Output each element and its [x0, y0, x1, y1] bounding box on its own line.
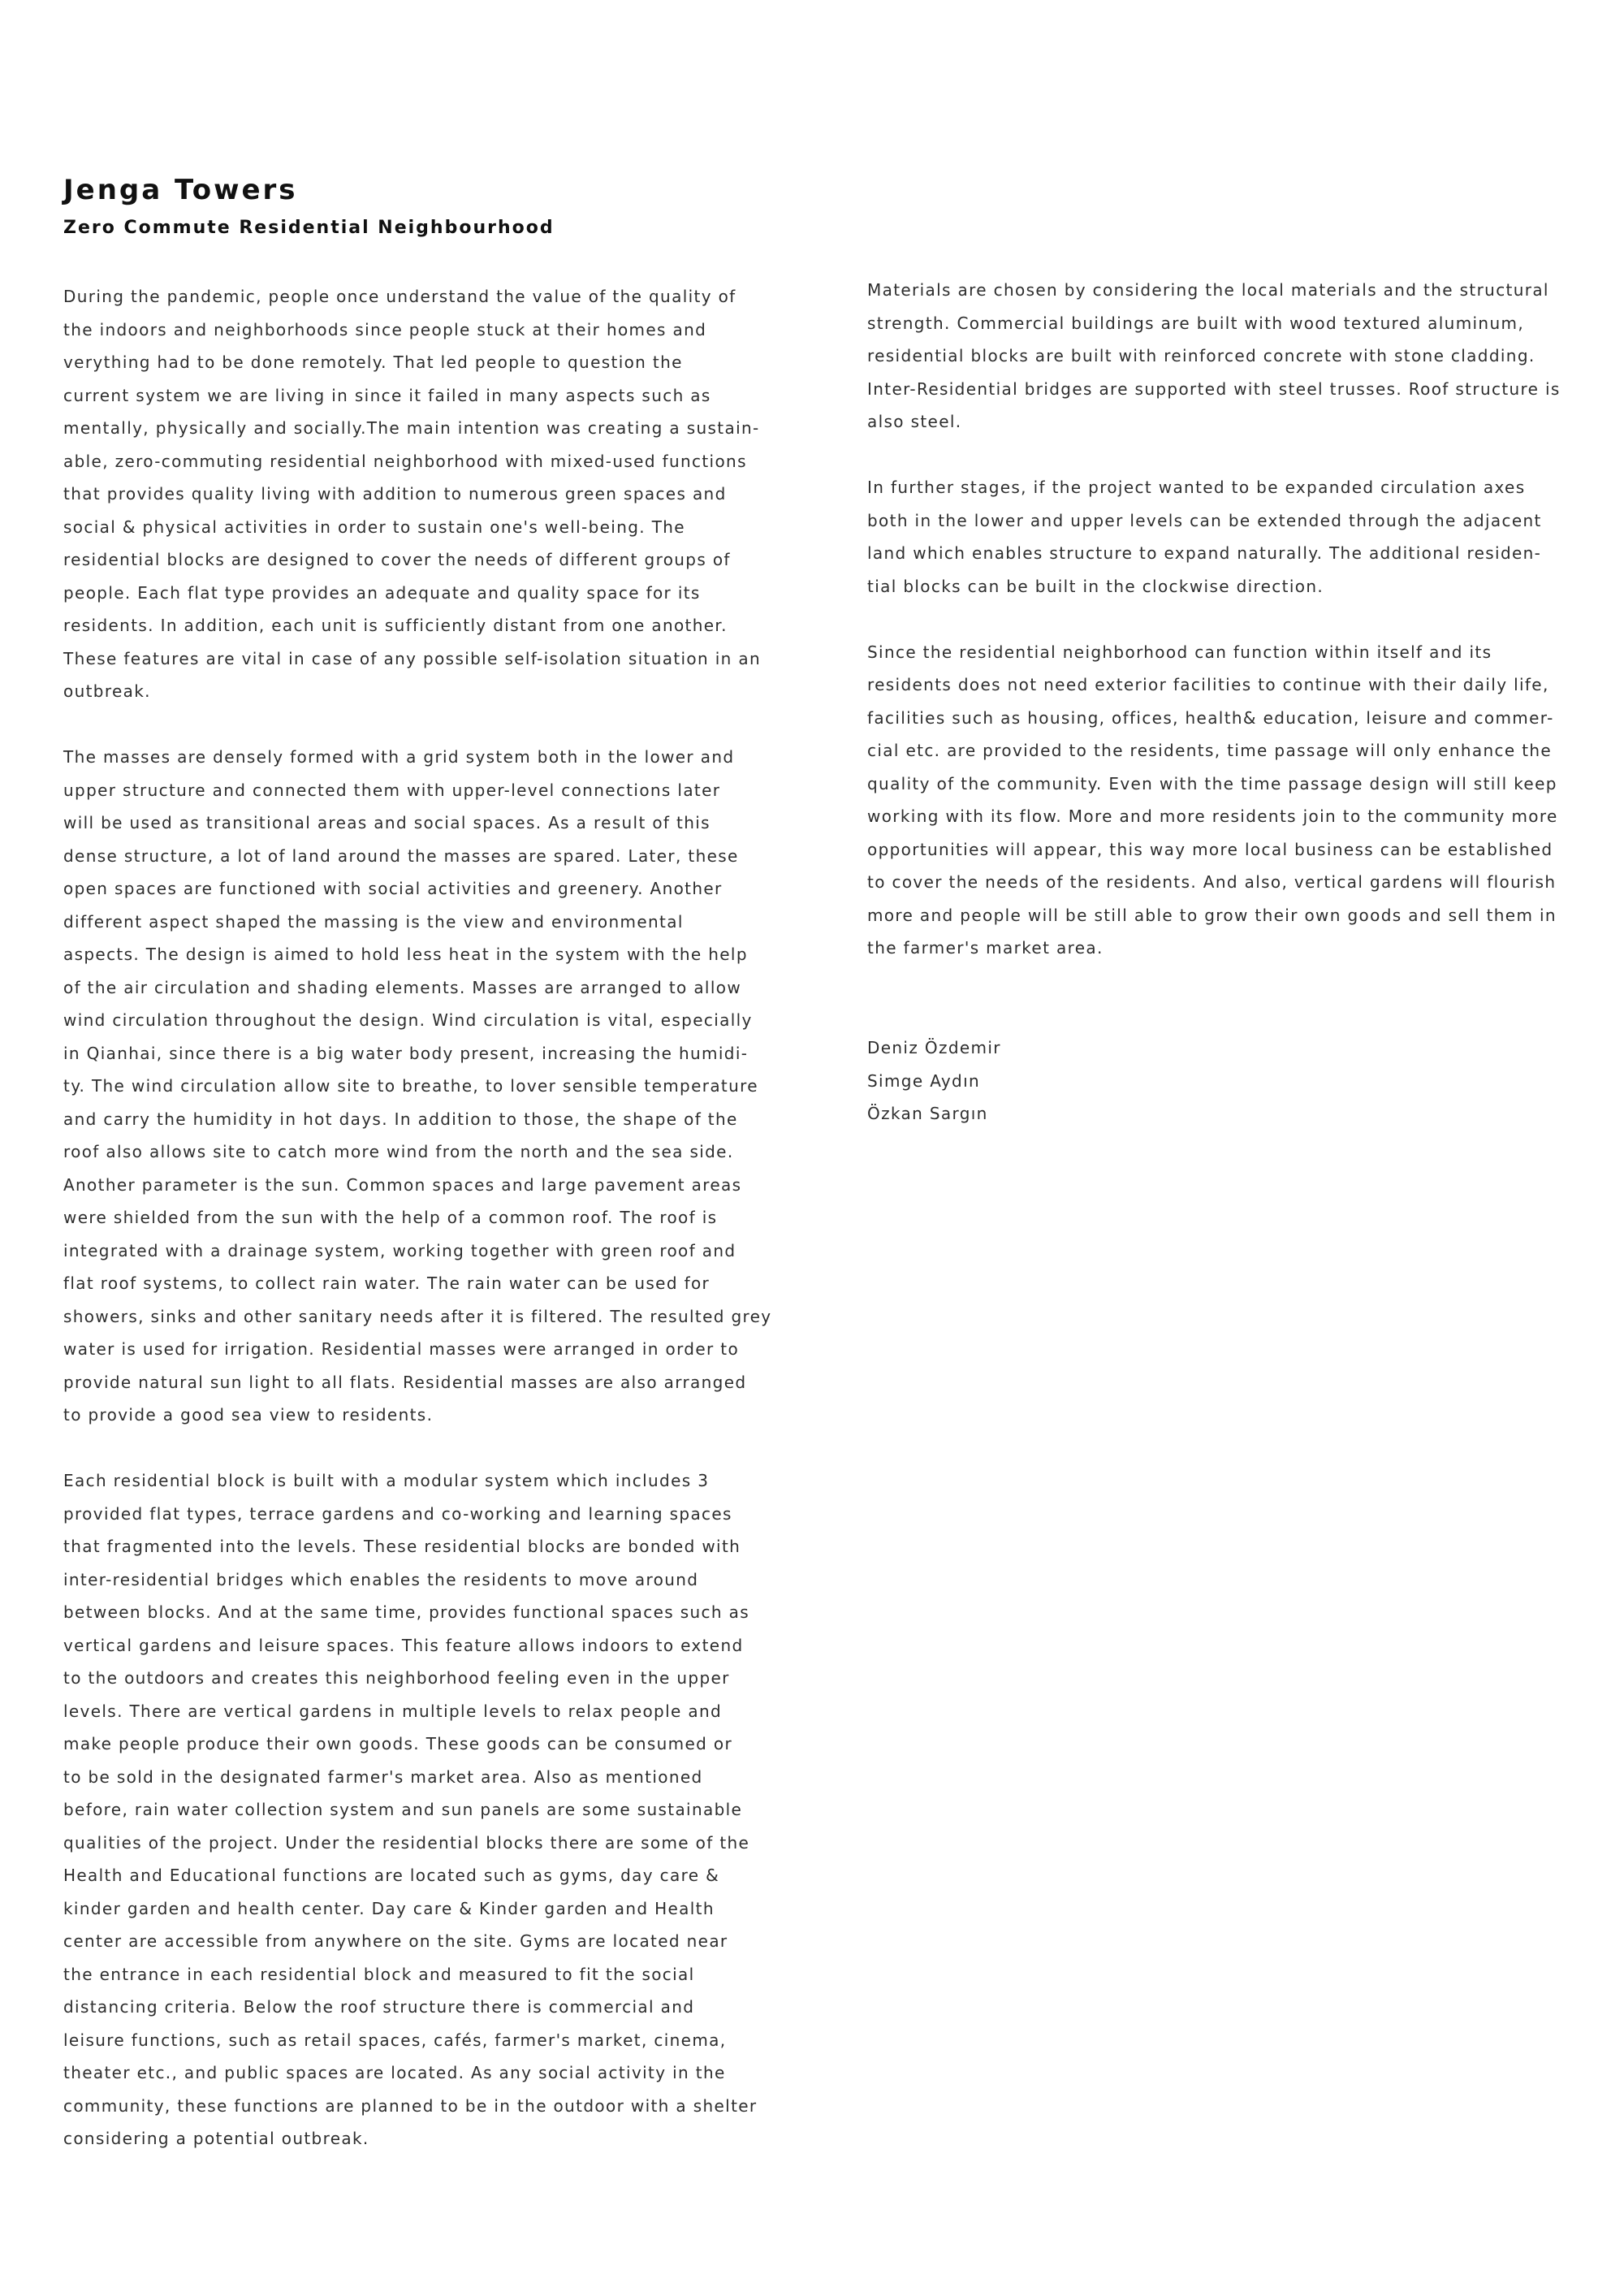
text-line: ty. The wind circulation allow site to breathe, to lover sensible temperature [63, 1076, 758, 1096]
text-line: land which enables structure to expand naturally. The additional residen- [867, 543, 1542, 563]
text-line: before, rain water collection system and sun panels are some sustainable [63, 1800, 743, 1819]
text-line: qualities of the project. Under the residential blocks there are some of the [63, 1832, 750, 1853]
text-line: verything had to be done remotely. That led people to question the [63, 352, 683, 372]
text-line: also steel. [867, 412, 962, 431]
text-line: residential blocks are designed to cover the needs of different groups of [63, 550, 731, 569]
text-line: Inter-Residential bridges are supported with steel trusses. Roof structure is [867, 378, 1561, 399]
text-line: These features are vital in case of any possible self-isolation situation in an [63, 648, 762, 668]
body-paragraph [63, 280, 771, 708]
text-line: integrated with a drainage system, working together with green roof and [63, 1240, 736, 1260]
text-line: mentally, physically and socially.The main intention was creating a sustain- [63, 418, 760, 438]
text-line: between blocks. And at the same time, provides functional spaces such as [63, 1602, 750, 1622]
text-line: social & physical activities in order to sustain one's well-being. The [63, 517, 685, 537]
text-line: open spaces are functioned with social activities and greenery. Another [63, 879, 723, 898]
text-line: flat roof systems, to collect rain water. The rain water can be used for [63, 1273, 710, 1293]
author-name: Özkan Sargın [867, 1104, 988, 1123]
body-paragraph [867, 274, 1574, 439]
text-line: Since the residential neighborhood can function within itself and its [867, 642, 1492, 662]
text-line: that fragmented into the levels. These residential blocks are bonded with [63, 1537, 741, 1556]
text-line: outbreak. [63, 681, 151, 701]
body-paragraph [867, 636, 1574, 965]
body-paragraph [867, 471, 1574, 603]
text-line: working with its flow. More and more residents join to the community more [867, 806, 1558, 826]
text-line: to provide a good sea view to residents. [63, 1405, 434, 1425]
text-line: will be used as transitional areas and social spaces. As a result of this [63, 813, 710, 832]
text-line: were shielded from the sun with the help of a common roof. The roof is [63, 1208, 718, 1227]
text-line: strength. Commercial buildings are built with wood textured aluminum, [867, 313, 1525, 333]
text-line: residential blocks are built with reinforced concrete with stone cladding. [867, 346, 1535, 365]
text-line: that provides quality living with addition to numerous green spaces and [63, 484, 727, 504]
text-line: tial blocks can be built in the clockwise direction. [867, 576, 1324, 596]
text-line: community, these functions are planned to be in the outdoor with a shelter [63, 2095, 758, 2116]
text-line: facilities such as housing, offices, health& education, leisure and commer- [867, 707, 1554, 728]
text-line: roof also allows site to catch more wind from the north and the sea side. [63, 1142, 734, 1161]
text-line: current system we are living in since it failed in many aspects such as [63, 385, 711, 405]
text-line: water is used for irrigation. Residential masses were arranged in order to [63, 1339, 740, 1359]
text-line: During the pandemic, people once understand the value of the quality of [63, 287, 736, 306]
text-line: residents. In addition, each unit is sufficiently distant from one another. [63, 616, 728, 635]
text-line: Each residential block is built with a modular system which includes 3 [63, 1471, 710, 1490]
text-line: aspects. The design is aimed to hold less heat in the system with the help [63, 945, 748, 964]
text-line: and carry the humidity in hot days. In addition to those, the shape of the [63, 1109, 738, 1129]
text-line: the entrance in each residential block and measured to fit the social [63, 1964, 695, 1984]
text-line: to be sold in the designated farmer's market area. Also as mentioned [63, 1766, 703, 1787]
text-line: in Qianhai, since there is a big water body present, increasing the humidi- [63, 1043, 749, 1063]
text-line: people. Each flat type provides an adequate and quality space for its [63, 582, 701, 603]
text-line: to the outdoors and creates this neighborhood feeling even in the upper [63, 1668, 730, 1688]
author-list [867, 1031, 1001, 1131]
text-line: provide natural sun light to all flats. Residential masses are also arranged [63, 1372, 747, 1392]
left-text-column [63, 280, 771, 2188]
text-line: make people produce their own goods. These goods can be consumed or [63, 1734, 733, 1753]
text-line: considering a potential outbreak. [63, 2129, 369, 2148]
text-line: provided flat types, terrace gardens and co-working and learning spaces [63, 1503, 732, 1524]
text-line: opportunities will appear, this way more local business can be established [867, 839, 1553, 859]
text-line: inter-residential bridges which enables the residents to move around [63, 1569, 699, 1589]
text-line: able, zero-commuting residential neighborhood with mixed-used functions [63, 451, 747, 471]
page-title: Jenga Towers [63, 174, 298, 206]
right-text-column [867, 274, 1574, 997]
text-line: the farmer's market area. [867, 938, 1104, 958]
text-line: theater etc., and public spaces are located. As any social activity in the [63, 2063, 726, 2082]
author-name: Deniz Özdemir [867, 1038, 1001, 1057]
text-line: different aspect shaped the massing is the view and environmental [63, 911, 684, 932]
text-line: Materials are chosen by considering the local materials and the structural [867, 280, 1549, 300]
text-line: The masses are densely formed with a grid system both in the lower and [63, 747, 735, 767]
body-paragraph [63, 741, 771, 1432]
text-line: cial etc. are provided to the residents, time passage will only enhance the [867, 741, 1553, 760]
text-line: distancing criteria. Below the roof structure there is commercial and [63, 1997, 695, 2017]
text-line: of the air circulation and shading elements. Masses are arranged to allow [63, 977, 742, 997]
text-line: Health and Educational functions are located such as gyms, day care & [63, 1866, 720, 1885]
author-name: Simge Aydın [867, 1070, 981, 1091]
text-line: kinder garden and health center. Day care & Kinder garden and Health [63, 1898, 715, 1918]
text-line: dense structure, a lot of land around the masses are spared. Later, these [63, 845, 739, 866]
text-line: Another parameter is the sun. Common spaces and large pavement areas [63, 1174, 742, 1195]
body-paragraph [63, 1464, 771, 2155]
text-line: showers, sinks and other sanitary needs after it is filtered. The resulted grey [63, 1306, 772, 1326]
text-line: wind circulation throughout the design. Wind circulation is vital, especially [63, 1010, 753, 1030]
text-line: residents does not need exterior facilities to continue with their daily life, [867, 675, 1549, 694]
text-line: both in the lower and upper levels can be extended through the adjacent [867, 510, 1542, 530]
text-line: upper structure and connected them with upper-level connections later [63, 780, 721, 800]
text-line: In further stages, if the project wanted to be expanded circulation axes [867, 478, 1526, 497]
text-line: the indoors and neighborhoods since people stuck at their homes and [63, 319, 707, 339]
text-line: leisure functions, such as retail spaces, cafés, farmer's market, cinema, [63, 2030, 727, 2050]
page-subtitle: Zero Commute Residential Neighbourhood [63, 218, 555, 238]
text-line: levels. There are vertical gardens in multiple levels to relax people and [63, 1701, 723, 1721]
text-line: center are accessible from anywhere on the site. Gyms are located near [63, 1931, 728, 1951]
text-line: to cover the needs of the residents. And also, vertical gardens will flourish [867, 872, 1557, 892]
text-line: more and people will be still able to grow their own goods and sell them in [867, 905, 1557, 925]
text-line: quality of the community. Even with the time passage design will still keep [867, 773, 1557, 793]
text-line: vertical gardens and leisure spaces. This feature allows indoors to extend [63, 1635, 744, 1655]
